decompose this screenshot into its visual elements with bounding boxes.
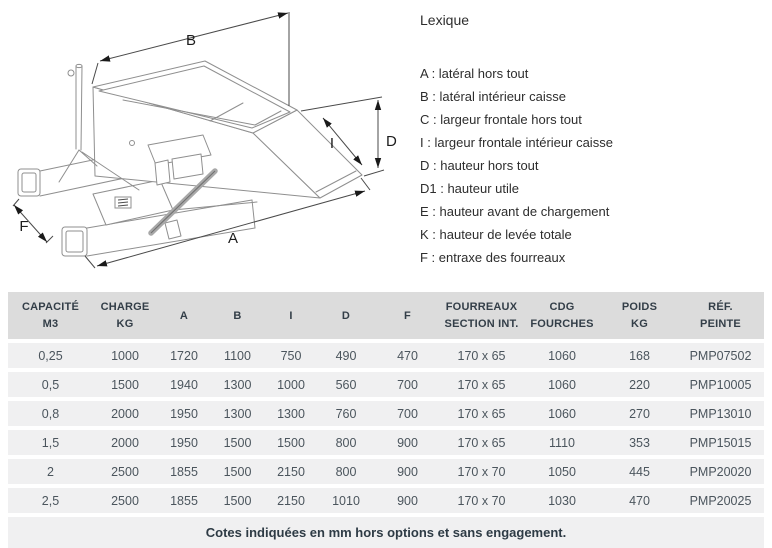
table-cell: 900 bbox=[374, 459, 441, 484]
table-cell: 220 bbox=[602, 372, 677, 397]
table-cell: 1300 bbox=[211, 401, 264, 426]
table-cell: 760 bbox=[318, 401, 374, 426]
spec-table bbox=[8, 288, 764, 517]
table-cell: 1060 bbox=[522, 372, 602, 397]
footer-note: Cotes indiquées en mm hors options et sans engagement. bbox=[8, 517, 764, 548]
table-cell: 1000 bbox=[93, 343, 157, 368]
table-cell: 1940 bbox=[157, 372, 211, 397]
table-cell: 353 bbox=[602, 430, 677, 455]
table-cell: 800 bbox=[318, 459, 374, 484]
column-header: CDG FOURCHES bbox=[522, 292, 602, 339]
table-cell: 168 bbox=[602, 343, 677, 368]
column-header: A bbox=[157, 292, 211, 339]
table-cell: 170 x 65 bbox=[441, 430, 522, 455]
table-cell: PMP15015 bbox=[677, 430, 764, 455]
table-cell: 1110 bbox=[522, 430, 602, 455]
spec-table-section bbox=[8, 288, 764, 548]
table-row bbox=[8, 488, 764, 513]
table-cell: 490 bbox=[318, 343, 374, 368]
column-header: RÉF. PEINTE bbox=[677, 292, 764, 339]
lexique-item: B : latéral intérieur caisse bbox=[420, 89, 566, 104]
table-row bbox=[8, 401, 764, 426]
table-cell: 1060 bbox=[522, 343, 602, 368]
table-cell: 1500 bbox=[211, 459, 264, 484]
skip-structure bbox=[18, 61, 362, 256]
table-cell: 1000 bbox=[264, 372, 318, 397]
table-cell: 170 x 65 bbox=[441, 401, 522, 426]
table-cell: PMP07502 bbox=[677, 343, 764, 368]
table-cell: 2000 bbox=[93, 401, 157, 426]
column-header: F bbox=[374, 292, 441, 339]
table-cell: 700 bbox=[374, 401, 441, 426]
table-cell: 700 bbox=[374, 372, 441, 397]
table-cell: 1950 bbox=[157, 401, 211, 426]
table-cell: 1060 bbox=[522, 401, 602, 426]
column-header: B bbox=[211, 292, 264, 339]
table-cell: 0,8 bbox=[8, 401, 93, 426]
table-cell: 2500 bbox=[93, 459, 157, 484]
table-cell: 1030 bbox=[522, 488, 602, 513]
column-header: CHARGE KG bbox=[93, 292, 157, 339]
table-cell: 800 bbox=[318, 430, 374, 455]
table-cell: 1500 bbox=[264, 430, 318, 455]
lexique-item: D : hauteur hors tout bbox=[420, 158, 539, 173]
table-cell: 0,5 bbox=[8, 372, 93, 397]
table-cell: 170 x 70 bbox=[441, 488, 522, 513]
lexique-item: K : hauteur de levée totale bbox=[420, 227, 572, 242]
table-row bbox=[8, 459, 764, 484]
table-cell: 270 bbox=[602, 401, 677, 426]
table-cell: PMP13010 bbox=[677, 401, 764, 426]
dim-label-b: B bbox=[185, 32, 197, 49]
table-cell: 1500 bbox=[211, 488, 264, 513]
table-cell: 750 bbox=[264, 343, 318, 368]
table-row bbox=[8, 343, 764, 368]
table-cell: 2150 bbox=[264, 488, 318, 513]
table-cell: PMP20025 bbox=[677, 488, 764, 513]
table-cell: PMP20020 bbox=[677, 459, 764, 484]
table-cell: 2000 bbox=[93, 430, 157, 455]
column-header: FOURREAUX SECTION INT. bbox=[441, 292, 522, 339]
lexique-item: C : largeur frontale hors tout bbox=[420, 112, 582, 127]
table-cell: PMP10005 bbox=[677, 372, 764, 397]
dim-label-i: I bbox=[329, 135, 335, 152]
table-cell: 2150 bbox=[264, 459, 318, 484]
column-header: I bbox=[264, 292, 318, 339]
table-cell: 1855 bbox=[157, 488, 211, 513]
technical-drawing bbox=[5, 4, 405, 286]
dim-label-f: F bbox=[19, 218, 29, 235]
table-cell: 170 x 70 bbox=[441, 459, 522, 484]
table-cell: 1,5 bbox=[8, 430, 93, 455]
table-cell: 2,5 bbox=[8, 488, 93, 513]
table-cell: 170 x 65 bbox=[441, 343, 522, 368]
lexique bbox=[420, 12, 768, 269]
table-cell: 1855 bbox=[157, 459, 211, 484]
lexique-item: A : latéral hors tout bbox=[420, 66, 529, 81]
table-cell: 1500 bbox=[211, 430, 264, 455]
table-row bbox=[8, 430, 764, 455]
table-cell: 1300 bbox=[211, 372, 264, 397]
table-cell: 445 bbox=[602, 459, 677, 484]
table-header-row bbox=[8, 292, 764, 339]
table-cell: 2 bbox=[8, 459, 93, 484]
lexique-item: I : largeur frontale intérieur caisse bbox=[420, 135, 613, 150]
table-row bbox=[8, 372, 764, 397]
lexique-item: F : entraxe des fourreaux bbox=[420, 250, 566, 265]
table-cell: 1950 bbox=[157, 430, 211, 455]
table-cell: 1050 bbox=[522, 459, 602, 484]
table-cell: 1100 bbox=[211, 343, 264, 368]
table-cell: 1720 bbox=[157, 343, 211, 368]
lexique-title: Lexique bbox=[420, 12, 470, 28]
table-cell: 470 bbox=[374, 343, 441, 368]
table-cell: 470 bbox=[602, 488, 677, 513]
table-cell: 1500 bbox=[93, 372, 157, 397]
column-header: CAPACITÉ M3 bbox=[8, 292, 93, 339]
dim-label-d: D bbox=[386, 133, 397, 150]
table-cell: 900 bbox=[374, 430, 441, 455]
column-header: POIDS KG bbox=[602, 292, 677, 339]
table-cell: 560 bbox=[318, 372, 374, 397]
table-cell: 2500 bbox=[93, 488, 157, 513]
identification-plate bbox=[115, 197, 131, 208]
table-cell: 900 bbox=[374, 488, 441, 513]
lexique-item: D1 : hauteur utile bbox=[420, 181, 520, 196]
lexique-list bbox=[420, 62, 768, 269]
table-cell: 0,25 bbox=[8, 343, 93, 368]
table-cell: 170 x 65 bbox=[441, 372, 522, 397]
dim-label-a: A bbox=[227, 230, 239, 247]
lexique-item: E : hauteur avant de chargement bbox=[420, 204, 610, 219]
column-header: D bbox=[318, 292, 374, 339]
table-cell: 1300 bbox=[264, 401, 318, 426]
table-body bbox=[8, 343, 764, 513]
table-cell: 1010 bbox=[318, 488, 374, 513]
